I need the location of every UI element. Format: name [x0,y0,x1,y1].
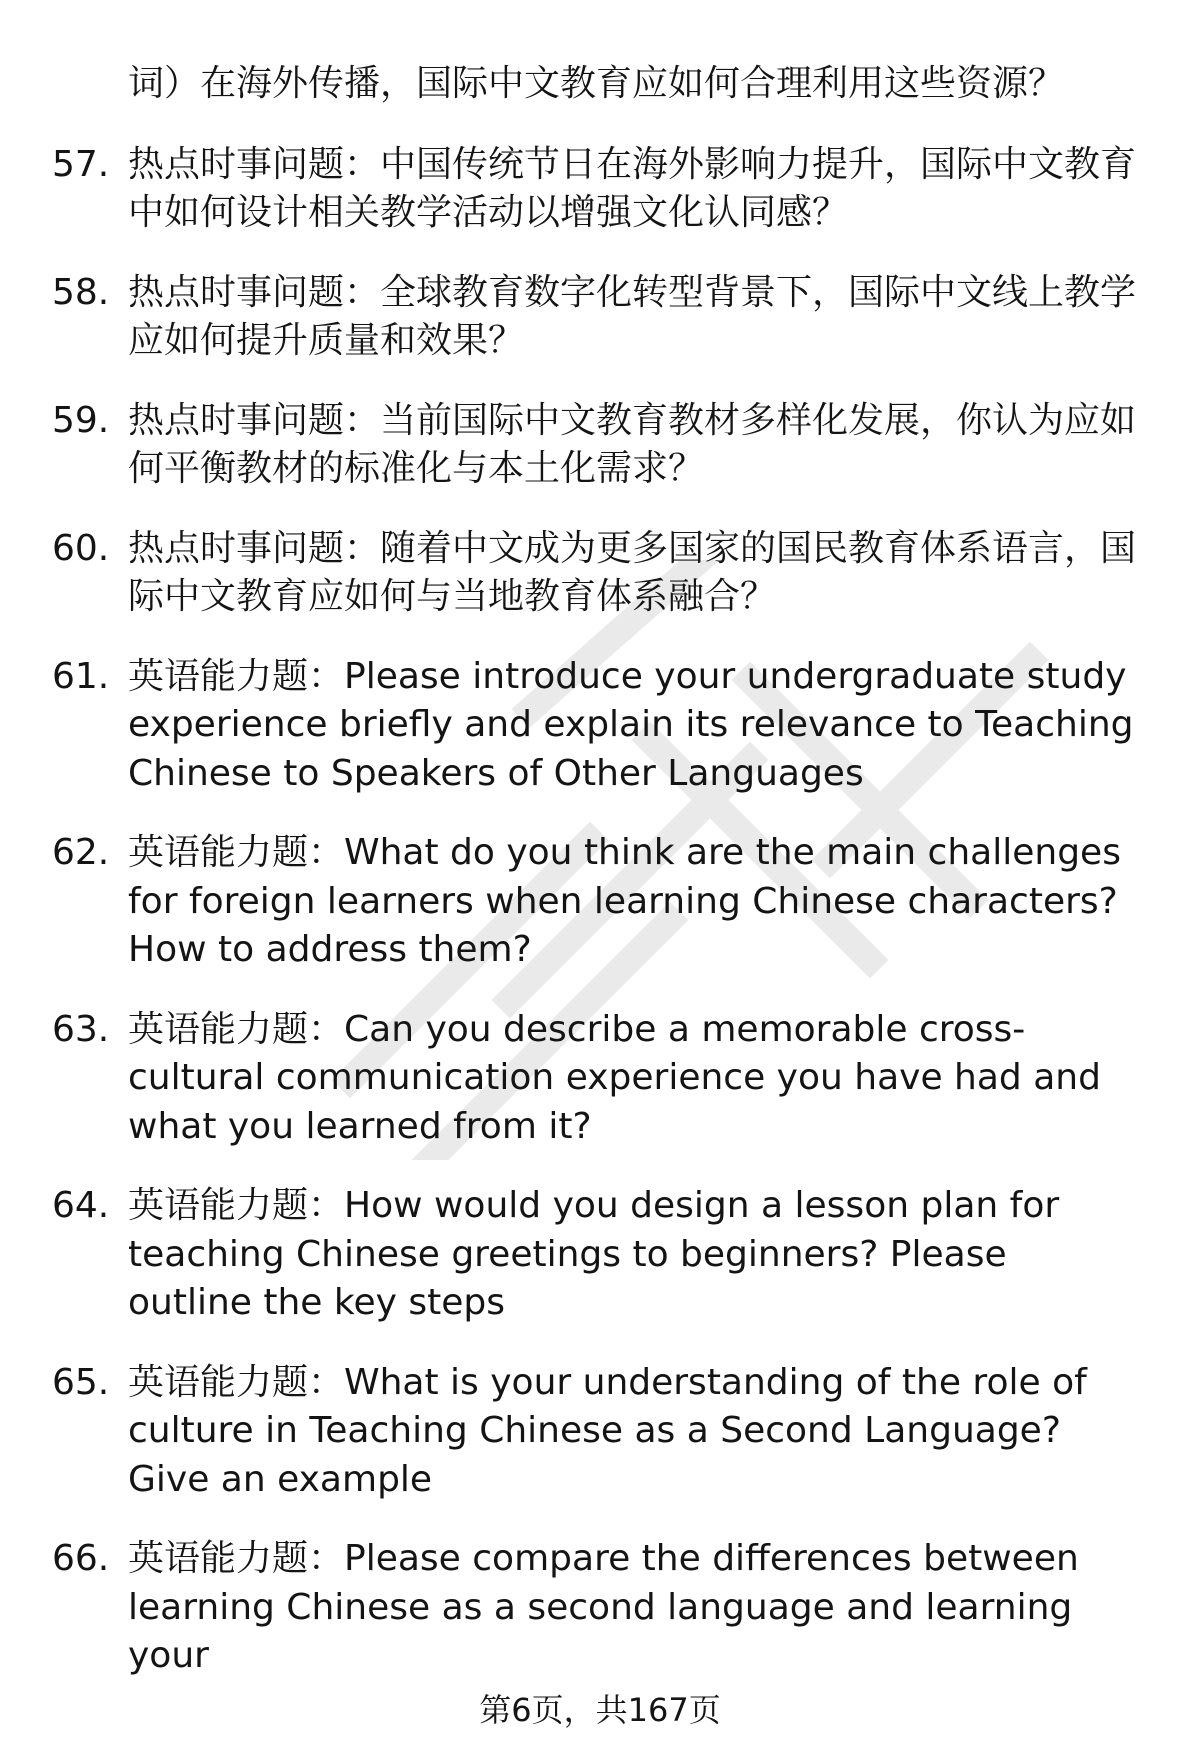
list-item [0,829,1200,975]
question-number: 57. [52,143,110,185]
question-number: 58. [52,271,110,313]
question-number: 60. [52,527,110,569]
page-footer: 第6页，共167页 [479,1691,721,1729]
question-number: 63. [52,1008,110,1050]
question-text: 英语能力题：How would you design a lesson plan for teaching Chinese greetings to beginners? Please outline the key steps [128,1185,1060,1323]
question-number: 64. [52,1185,110,1226]
question-list [0,60,1200,1712]
list-item [0,60,1200,109]
question-text: 热点时事问题：当前国际中文教育教材多样化发展，你认为应如何平衡教材的标准化与本土化需求？ [128,399,1137,489]
question-number: 65. [52,1361,110,1403]
question-number: 61. [52,655,110,697]
question-continuation: 词）在海外传播，国际中文教育应如何合理利用这些资源？ [128,63,1065,104]
list-item [0,141,1200,238]
question-text: 热点时事问题：随着中文成为更多国家的国民教育体系语言，国际中文教育应如何与当地教育体系融合？ [128,527,1137,617]
list-item [0,1359,1200,1505]
list-item [0,1535,1200,1681]
question-text: 英语能力题：What is your understanding of the role of culture in Teaching Chinese as a Second Language? Give an example [128,1361,1087,1500]
question-text: 英语能力题：What do you think are the main challenges for foreign learners when learning Chinese characters? How to address them? [128,832,1121,970]
question-number: 66. [52,1538,110,1579]
list-item [0,1182,1200,1328]
question-text: 英语能力题：Please compare the differences between learning Chinese as a second language and learning your [128,1538,1079,1676]
question-text: 热点时事问题：中国传统节日在海外影响力提升，国际中文教育中如何设计相关教学活动以增强文化认同感？ [128,143,1137,233]
list-item [0,397,1200,494]
question-text: 英语能力题：Please introduce your undergraduate study experience briefly and explain its relevance to Teaching Chinese to Speakers of Other Languages [128,655,1134,794]
question-number: 59. [52,399,110,441]
list-item [0,1006,1200,1152]
question-text: 英语能力题：Can you describe a memorable cross-cultural communication experience you have had and what you learned from it? [128,1008,1101,1147]
list-item [0,653,1200,799]
list-item [0,269,1200,366]
question-text: 热点时事问题：全球教育数字化转型背景下，国际中文线上教学应如何提升质量和效果？ [128,271,1137,361]
question-number: 62. [52,832,110,873]
list-item [0,525,1200,622]
